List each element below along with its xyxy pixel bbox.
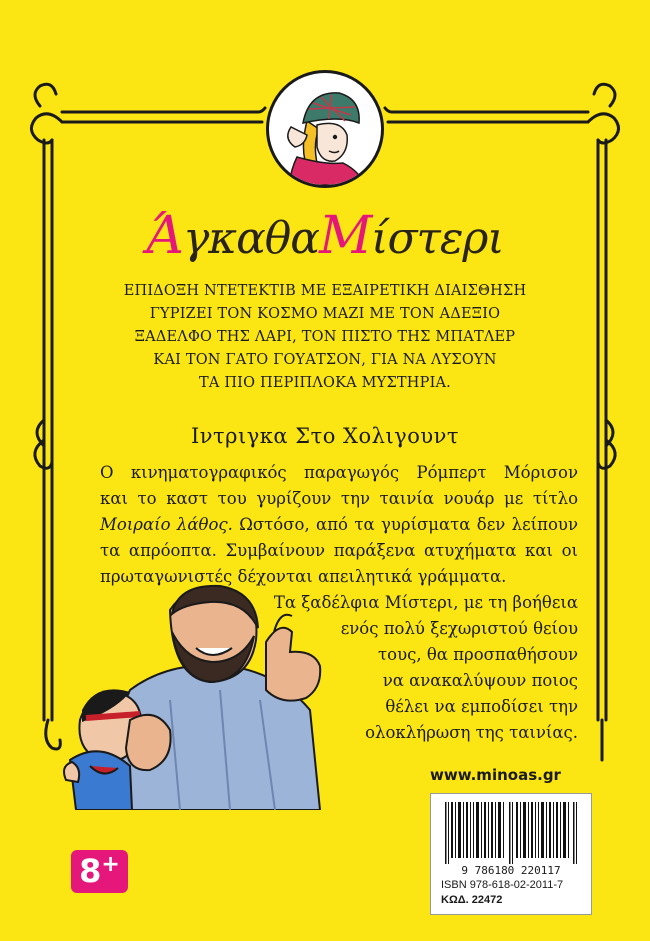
detective-portrait — [266, 70, 384, 188]
story-line: θέλει να εμποδίσει την — [385, 697, 578, 716]
age-rating-badge — [71, 850, 128, 893]
story-line — [100, 512, 578, 538]
story-line: τα απρόοπτα. Συμβαίνουν παράξενα ατυχήματα και οι — [100, 541, 578, 560]
detective-portrait-art — [269, 73, 381, 185]
intro-line: ΚΑΙ ΤΟΝ ΓΑΤΟ ΓΟΥΑΤΣΟΝ, ΓΙΑ ΝΑ ΛΥΣΟΥΝ — [153, 352, 497, 368]
story-line-rest: Ωστόσο, από τα γυρίσματα δεν λείπουν — [232, 515, 578, 534]
story-line: Ο κινηματογραφικός παραγωγός Ρόμπερτ Μόρισον — [100, 463, 578, 482]
title-accent-letter-2: Μ — [319, 206, 372, 266]
isbn-text: ISBN 978-618-02-2011-7 — [441, 879, 564, 891]
story-line: να ανακαλύψουν ποιος — [382, 671, 578, 690]
intro-line: ΤΑ ΠΙΟ ΠΕΡΙΠΛΟΚΑ ΜΥΣΤΗΡΙΑ. — [198, 375, 451, 391]
story-description — [100, 460, 578, 746]
intro-line: ΕΠΙΔΟΞΗ ΝΤΕΤΕΚΤΙΒ ΜΕ ΕΞΑΙΡΕΤΙΚΗ ΔΙΑΙΣΘΗΣΗ — [123, 283, 527, 299]
title-word-2-rest: ίστερι — [371, 213, 504, 264]
series-intro — [80, 280, 570, 395]
story-line: τους, θα προσπαθήσουν — [378, 645, 578, 664]
story-line: Τα ξαδέλφια Μίστερι, με τη βοήθεια — [273, 593, 578, 612]
intro-line: ΞΑΔΕΛΦΟ ΤΗΣ ΛΑΡΙ, ΤΟΝ ΠΙΣΤΟ ΤΗΣ ΜΠΑΤΛΕΡ — [134, 329, 516, 345]
book-title: Ιντριγκα Στο Χολιγουντ — [190, 424, 460, 448]
title-accent-letter-1: Ά — [146, 206, 183, 266]
product-code: ΚΩΔ. 22472 — [441, 894, 503, 906]
story-line: ολοκλήρωση της ταινίας. — [365, 723, 578, 742]
story-line: και το καστ του γυρίζουν την ταινία νουάρ με τίτλο — [100, 489, 578, 508]
story-line: πρωταγωνιστές δέχονται απειλητικά γράμματα. — [100, 567, 507, 586]
age-number: 8 — [79, 852, 102, 890]
barcode-box — [430, 793, 592, 915]
series-title — [0, 206, 650, 266]
story-line: ενός πολύ ξεχωριστού θείου — [340, 619, 578, 638]
age-plus: + — [101, 852, 120, 877]
barcode-bars — [443, 802, 579, 864]
barcode-number: 9 786180 220117 — [461, 864, 561, 877]
film-title-italic: Μοιραίο λάθος. — [100, 515, 233, 534]
intro-line: ΓΥΡΙΖΕΙ ΤΟΝ ΚΟΣΜΟ ΜΑΖΙ ΜΕ ΤΟΝ ΑΔΕΞΙΟ — [149, 306, 501, 322]
title-word-1-rest: γκαθα — [182, 213, 320, 264]
publisher-website[interactable]: www.minoas.gr — [430, 766, 561, 784]
